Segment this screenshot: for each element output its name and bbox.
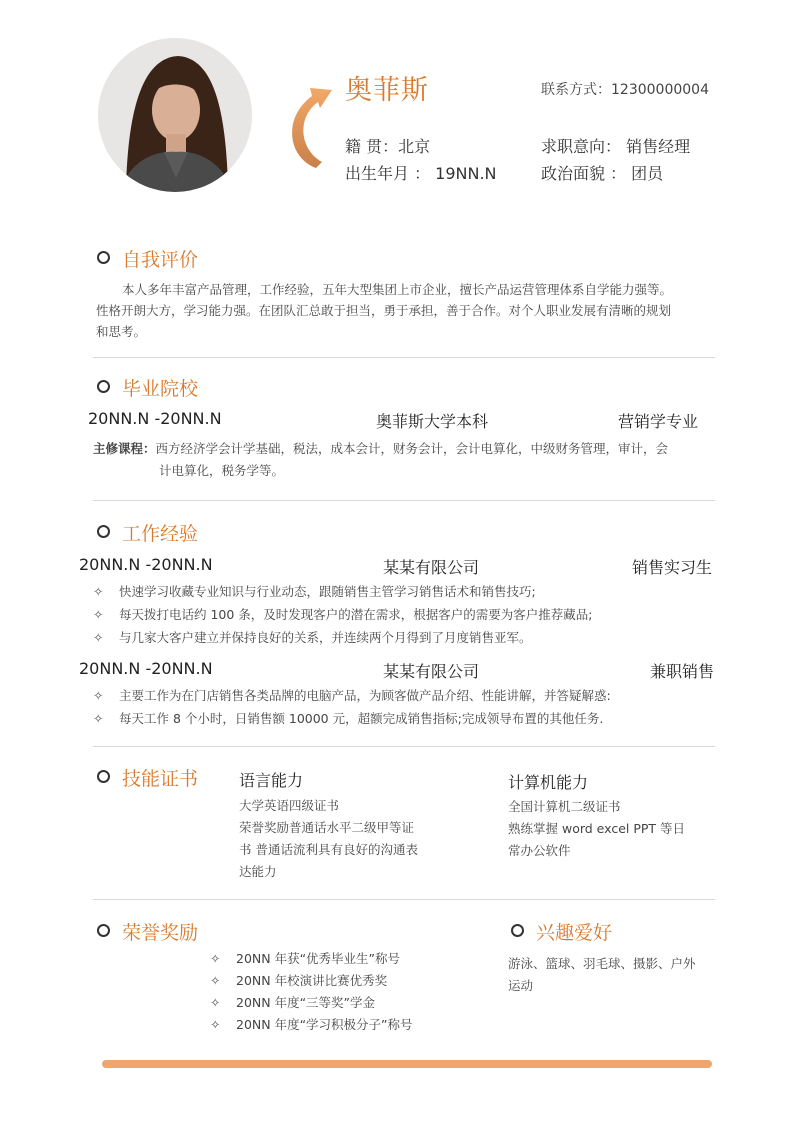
job-role: 销售实习生 (632, 558, 713, 577)
skill-line: 书 普通话流利具有良好的沟通表 (239, 842, 418, 857)
hobby-line: 运动 (508, 978, 534, 993)
section-title-skills: 技能证书 (122, 768, 199, 790)
ring-dot-icon (97, 380, 110, 393)
job-company: 某某有限公司 (383, 662, 480, 681)
divider (93, 500, 715, 501)
list-item: ✧ 20NN 年获“优秀毕业生”称号 (210, 948, 413, 970)
education-school: 奥菲斯大学本科 (376, 412, 489, 431)
courses-line: 计电算化，税务学等。 (159, 463, 285, 478)
skill-line: 全国计算机二级证书 (508, 799, 621, 814)
avatar (98, 38, 252, 192)
section-title-work: 工作经验 (122, 523, 199, 545)
skill-line: 大学英语四级证书 (239, 798, 340, 813)
job-role: 兼职销售 (650, 662, 715, 681)
list-item: ✧ 20NN 年度“三等奖”学金 (210, 992, 413, 1014)
hobbies-text (508, 953, 696, 997)
education-period: 20NN.N -20NN.N (88, 409, 222, 428)
ring-dot-icon (97, 924, 110, 937)
education-major: 营销学专业 (618, 412, 699, 431)
birth-date: 出生年月 ： 19NN.N (345, 164, 497, 183)
list-item: ✧ 与几家大客户建立并保持良好的关系，并连续两个月得到了月度销售亚军。 (93, 626, 593, 649)
curved-arrow-icon (282, 78, 338, 178)
ring-dot-icon (97, 770, 110, 783)
self-eval-line: 本人多年丰富产品管理，工作经验，五年大型集团上市企业，擅长产品运营管理体系自学能力强等。 (122, 282, 673, 297)
portrait-photo (98, 38, 252, 192)
list-item: ✧ 快速学习收藏专业知识与行业动态，跟随销售主管学习销售话术和销售技巧; (93, 580, 593, 603)
honors-list (210, 948, 413, 1036)
ring-dot-icon (97, 525, 110, 538)
self-eval-line: 性格开朗大方，学习能力强。在团队汇总敢于担当，勇于承担，善于合作。对个人职业发展有清晰的规划 (96, 303, 672, 318)
job-period: 20NN.N -20NN.N (79, 555, 213, 574)
section-title-honors: 荣誉奖励 (122, 922, 199, 944)
section-title-self-eval: 自我评价 (122, 249, 199, 271)
computer-skills-title: 计算机能力 (508, 773, 589, 792)
skill-line: 常办公软件 (508, 843, 571, 858)
bullet-icon: ✧ (210, 1017, 221, 1032)
candidate-name: 奥菲斯 (345, 75, 429, 106)
language-skills-title: 语言能力 (239, 771, 304, 790)
list-item: ✧ 20NN 年校演讲比赛优秀奖 (210, 970, 413, 992)
job-period: 20NN.N -20NN.N (79, 659, 213, 678)
bullet-icon: ✧ (93, 688, 104, 703)
job-bullets (93, 580, 593, 649)
ring-dot-icon (97, 251, 110, 264)
self-eval-text (96, 279, 736, 342)
hometown: 籍 贯：北京 (345, 137, 431, 156)
job-objective: 求职意向： 销售经理 (541, 137, 691, 156)
list-item: ✧ 每天拨打电话约 100 条，及时发现客户的潜在需求，根据客户的需要为客户推荐藏品; (93, 603, 593, 626)
bullet-icon: ✧ (93, 584, 104, 599)
divider (93, 899, 715, 900)
bullet-icon: ✧ (93, 630, 104, 645)
self-eval-line: 和思考。 (96, 324, 147, 339)
courses (93, 438, 668, 459)
language-skills-list (239, 795, 418, 883)
contact-info: 联系方式：12300000004 (541, 82, 709, 98)
skill-line: 熟练掌握 word excel PPT 等日 (508, 821, 686, 836)
job-bullets (93, 684, 611, 730)
list-item: ✧ 每天工作 8 个小时，日销售额 10000 元，超额完成销售指标;完成领导布置的其他任务. (93, 707, 611, 730)
political-status: 政治面貌 ： 团员 (541, 164, 664, 183)
section-title-education: 毕业院校 (122, 378, 199, 400)
list-item: ✧ 20NN 年度“学习积极分子”称号 (210, 1014, 413, 1036)
job-company: 某某有限公司 (383, 558, 480, 577)
bullet-icon: ✧ (93, 711, 104, 726)
divider (93, 357, 715, 358)
ring-dot-icon (511, 924, 524, 937)
bullet-icon: ✧ (210, 995, 221, 1010)
courses-line: 西方经济学会计学基础，税法，成本会计，财务会计，会计电算化，中级财务管理，审计，会 (155, 441, 669, 456)
bullet-icon: ✧ (210, 951, 221, 966)
skill-line: 达能力 (239, 864, 277, 879)
bullet-icon: ✧ (210, 973, 221, 988)
skill-line: 荣誉奖励普通话水平二级甲等证 (239, 820, 415, 835)
bullet-icon: ✧ (93, 607, 104, 622)
courses-label: 主修课程： (93, 441, 156, 456)
footer-bar (102, 1060, 712, 1068)
section-title-hobbies: 兴趣爱好 (536, 922, 613, 944)
divider (93, 746, 715, 747)
list-item: ✧ 主要工作为在门店销售各类品牌的电脑产品，为顾客做产品介绍、性能讲解，并答疑解惑: (93, 684, 611, 707)
hobby-line: 游泳、篮球、羽毛球、摄影、户外 (508, 956, 696, 971)
computer-skills-list (508, 796, 685, 862)
